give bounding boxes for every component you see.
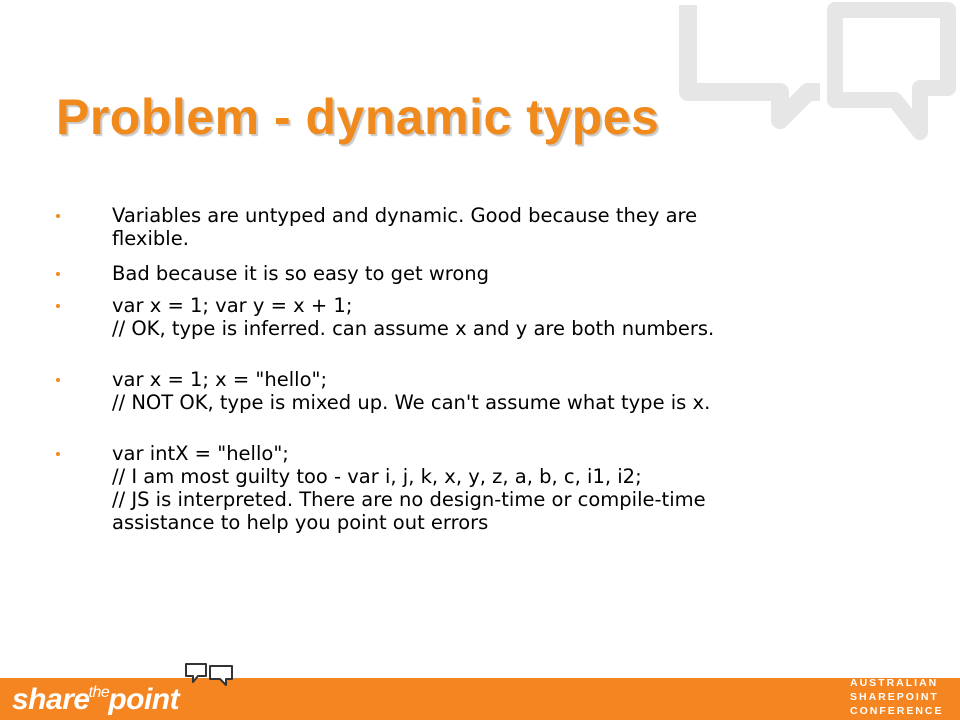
bullet-text: // OK, type is inferred. can assume x and y are both numbers. <box>112 317 715 340</box>
sharethepoint-logo <box>12 683 179 717</box>
bullet-text: // NOT OK, type is mixed up. We can't assume what type is x. <box>112 391 711 414</box>
bullet-dot-icon <box>56 214 60 218</box>
bullet-item <box>54 294 934 340</box>
brand-point: point <box>108 683 180 716</box>
bullet-dot-icon <box>56 272 60 276</box>
bullet-list <box>54 204 934 534</box>
bullet-text: Variables are untyped and dynamic. Good because they are <box>112 204 698 227</box>
conference-line: CONFERENCE <box>850 705 944 717</box>
brand-the: the <box>88 684 110 701</box>
bullet-text: var x = 1; var y = x + 1; <box>112 294 353 317</box>
bullet-item <box>54 442 934 534</box>
bullet-dot-icon <box>56 378 60 382</box>
bullet-text: var intX = "hello"; <box>112 442 289 465</box>
bullet-text: var x = 1; x = "hello"; <box>112 368 328 391</box>
bullet-item <box>54 368 934 414</box>
conference-line: SHAREPOINT <box>850 691 939 703</box>
bullet-dot-icon <box>56 304 60 308</box>
speech-bubbles-watermark-icon <box>670 0 960 150</box>
conference-logo <box>850 676 960 718</box>
bullet-item <box>54 204 934 250</box>
bullet-text: flexible. <box>112 227 189 250</box>
brand-share: share <box>12 683 90 716</box>
bullet-text: Bad because it is so easy to get wrong <box>112 262 490 285</box>
bullet-text: assistance to help you point out errors <box>112 511 489 534</box>
bullet-text: // I am most guilty too - var i, j, k, x, y, z, a, b, c, i1, i2; <box>112 465 642 488</box>
bullet-item-highlight <box>54 262 934 285</box>
bullet-text: // JS is interpreted. There are no design-time or compile-time <box>112 488 706 511</box>
bullet-dot-icon <box>56 452 60 456</box>
slide-title: Problem - dynamic types <box>56 89 660 145</box>
conference-line: AUSTRALIAN <box>850 677 939 689</box>
